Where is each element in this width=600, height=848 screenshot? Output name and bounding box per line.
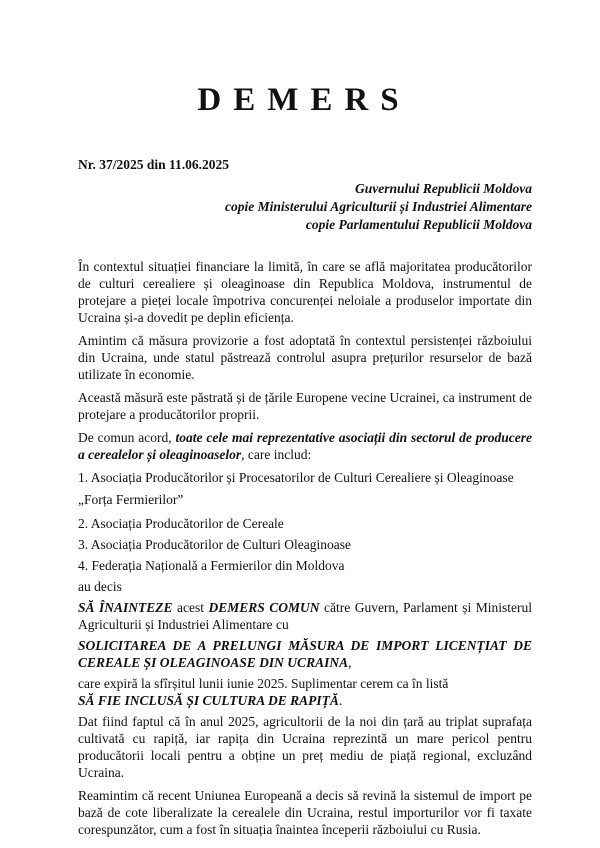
submit-end: către Guvern, Parlament și Ministerul Agriculturii și Industriei Alimentare cu xyxy=(78,600,532,632)
request-comma: , xyxy=(348,655,352,670)
addressee-ministry: copie Ministerului Agriculturii și Industriei Alimentare xyxy=(225,199,532,214)
list-item-association-1: 1. Asociația Producătorilor și Procesatorilor de Culturi Cerealiere și Oleaginoase „Forța Fermierilor” xyxy=(78,470,514,507)
paragraph-submit xyxy=(78,599,532,633)
paragraph-neighbors: Această măsură este păstrată și de țările Europene vecine Ucrainei, ca instrument de protejare a producătorilor proprii. xyxy=(78,390,532,422)
rapeseed-period: . xyxy=(338,693,343,708)
document-title: DEMERS xyxy=(197,82,411,118)
document-body xyxy=(78,258,532,838)
paragraph-rapeseed: Dat fiind faptul că în anul 2025, agricultorii de la noi din țară au triplat suprafața cultivată cu rapiță, iar rapița din Ucraina reprezintă un mare pericol pentru producătorii locali pentru a obține un preț mediu de piață regional, excluzând Ucraina. xyxy=(78,714,532,780)
list-item-association-2: 2. Asociația Producătorilor de Cereale xyxy=(78,516,284,531)
paragraph-reminder: Amintim că măsura provizorie a fost adoptată în contextul persistenței războiului din Ucraina, unde statul păstrează controlul asupra prețurilor resurselor de bază utilizate în economie. xyxy=(78,333,532,382)
list-item-association-3: 3. Asociația Producătorilor de Culturi Oleaginoase xyxy=(78,537,351,552)
paragraph-request xyxy=(78,637,532,671)
paragraph-rapeseed-request xyxy=(78,692,532,709)
submit-emphasis: SĂ ÎNAINTEZE xyxy=(78,600,173,615)
document-reference: Nr. 37/2025 din 11.06.2025 xyxy=(78,157,230,172)
rapeseed-emphasis: SĂ FIE INCLUSĂ ȘI CULTURA DE RAPIȚĂ xyxy=(78,693,339,708)
request-emphasis: SOLICITAREA DE A PRELUNGI MĂSURA DE IMPORT LICENȚIAT DE CEREALE ȘI OLEAGINOASE DIN UCRAINA xyxy=(78,638,532,670)
paragraph-context: În contextul situației financiare la limită, în care se află majoritatea producătorilor de culturi cerealiere și oleaginoase din Republica Moldova, instrumentul de protejare a pieței locale împotriva concurenței neloiale a produselor importate din Ucraina și-a dovedit pe deplin eficiența. xyxy=(78,259,532,325)
agreement-emphasis: toate cele mai reprezentative asociații din sectorul de producere a cerealelor și oleaginoaselor xyxy=(78,430,533,462)
agreement-intro: De comun acord, xyxy=(78,430,176,445)
list-item-association-4: 4. Federația Națională a Fermierilor din Moldova xyxy=(78,558,345,573)
decision-line: au decis xyxy=(78,579,122,594)
joint-demers-emphasis: DEMERS COMUN xyxy=(208,600,320,615)
paragraph-expiry: care expiră la sfîrșitul lunii iunie 2025. Suplimentar cerem ca în listă xyxy=(78,676,449,691)
addressee-block xyxy=(225,180,532,234)
addressee-government: Guvernului Republicii Moldova xyxy=(354,181,532,196)
submit-mid: acest xyxy=(172,600,209,615)
addressee-parliament: copie Parlamentului Republicii Moldova xyxy=(305,217,532,232)
paragraph-eu: Reamintim că recent Uniunea Europeană a decis să revină la sistemul de import pe bază de cote liberalizate la cerealele din Ucraina, restul importurilor vor fi taxate corespunzător, cum a fost în situația înaintea începerii războiului cu Rusia. xyxy=(78,788,532,837)
paragraph-agreement xyxy=(78,429,532,463)
agreement-end: , care includ: xyxy=(241,447,312,462)
